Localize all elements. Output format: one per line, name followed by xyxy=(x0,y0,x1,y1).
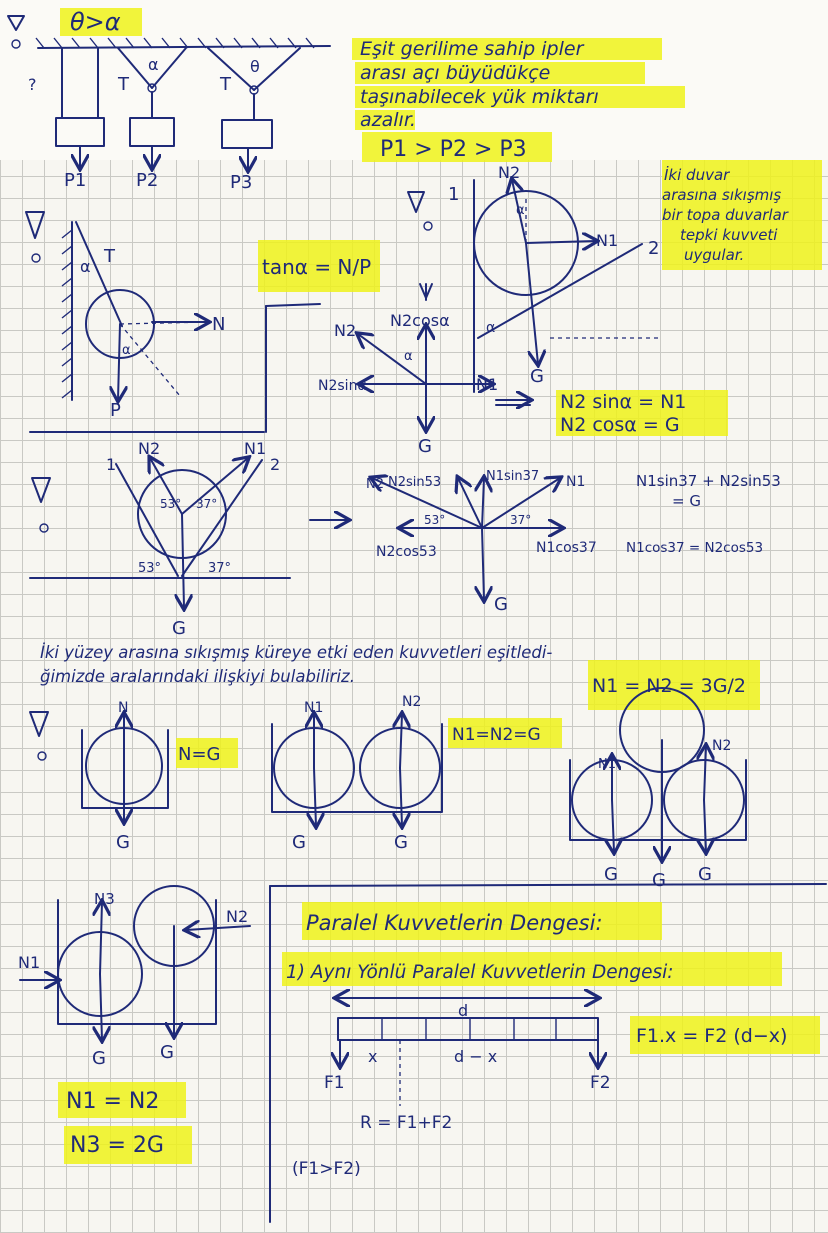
v-n1: N1 xyxy=(244,439,267,458)
c2-n1: N1 xyxy=(304,700,324,716)
tension-t-right: T xyxy=(220,74,231,95)
formula-tan-alpha: tanα = N/P xyxy=(262,255,372,279)
right-label-2: 2 xyxy=(648,238,660,259)
angle-alpha: α xyxy=(148,55,159,74)
pf-d-minus-x: d − x xyxy=(454,1047,498,1066)
tb-n3: N3 xyxy=(94,890,115,908)
c2-g1: G xyxy=(292,832,306,853)
down-triangle-circle-icon xyxy=(26,212,44,262)
wall-note-1: İki duvar xyxy=(664,166,730,184)
right-alpha-2: α xyxy=(486,320,496,336)
label-alpha-small: α xyxy=(122,343,131,358)
pf-f2: F2 xyxy=(590,1073,611,1093)
note-line-3: taşınabilecek yük miktarı xyxy=(360,86,599,108)
tb-g2: G xyxy=(160,1042,174,1063)
pf-r: R = F1+F2 xyxy=(360,1113,453,1133)
tb-n2: N2 xyxy=(226,907,249,926)
note-line-4: azalır. xyxy=(360,109,416,131)
pf-subtitle: 1) Aynı Yönlü Paralel Kuvvetlerin Dengesi: xyxy=(286,962,674,983)
load-p3: P3 xyxy=(230,172,253,193)
c3-g2: G xyxy=(652,870,666,891)
v-angle-53: 53° xyxy=(160,497,182,511)
note-line-2: arası açı büyüdükçe xyxy=(360,62,551,84)
v-angle-37: 37° xyxy=(196,497,218,511)
load-inequality: P1 > P2 > P3 xyxy=(380,137,527,162)
label-tension-t: T xyxy=(104,246,115,267)
right-label-1: 1 xyxy=(448,184,460,205)
vc-n1cos: N1cos37 xyxy=(536,540,597,556)
three-ball-eq: N1 = N2 = 3G/2 xyxy=(592,675,746,697)
right-alpha: α xyxy=(516,203,525,218)
wall-eq-1: N2 sinα = N1 xyxy=(560,391,687,413)
wall-note-3: bir topa duvarlar xyxy=(662,206,788,224)
vc-n2cos: N2cos53 xyxy=(376,544,437,560)
comp-g: G xyxy=(418,436,432,457)
v-eq-1b: = G xyxy=(672,492,701,510)
tb-g1: G xyxy=(92,1048,106,1069)
tb-n1: N1 xyxy=(18,953,41,972)
section-ball-wall xyxy=(26,163,789,457)
comp-n2: N2 xyxy=(334,321,357,340)
section-v-groove xyxy=(30,439,781,639)
title-theta-alpha: θ>α xyxy=(70,8,121,36)
squeeze-note-1: İki yüzey arasına sıkışmış küreye etki eden kuvvetleri eşitledi- xyxy=(40,643,553,662)
v-angle-37b: 37° xyxy=(208,561,232,576)
vc-angle-53: 53° xyxy=(424,513,446,527)
vc-g: G xyxy=(494,594,508,615)
c2-g2: G xyxy=(394,832,408,853)
note-line-1: Eşit gerilime sahip ipler xyxy=(360,38,584,60)
comp-alpha: α xyxy=(404,349,413,364)
label-alpha: α xyxy=(80,257,91,276)
angle-theta: θ xyxy=(250,57,260,76)
section-container-balls xyxy=(30,643,746,891)
c1-g: G xyxy=(116,832,130,853)
c3-n1: N1 xyxy=(598,757,616,772)
right-n1: N1 xyxy=(596,231,619,250)
down-triangle-circle-icon xyxy=(30,712,48,760)
right-n2: N2 xyxy=(498,163,521,182)
comp-n1: N1 xyxy=(476,375,499,394)
right-g: G xyxy=(530,366,544,387)
v-label-2: 2 xyxy=(270,455,281,474)
tension-t-left: T xyxy=(118,74,129,95)
down-triangle-circle-icon xyxy=(408,192,432,230)
v-n2: N2 xyxy=(138,439,161,458)
pf-eq: F1.x = F2 (d−x) xyxy=(636,1025,788,1047)
squeeze-note-2: ğimizde aralarındaki ilişkiyi bulabiliriz. xyxy=(40,667,355,686)
pf-d: d xyxy=(458,1001,469,1020)
vc-angle-37: 37° xyxy=(510,513,532,527)
v-eq-1a: N1sin37 + N2sin53 xyxy=(636,472,781,490)
vc-n1sin: N1sin37 xyxy=(486,469,540,484)
c1-n: N xyxy=(118,700,129,716)
comp-n2sin: N2sinα xyxy=(318,378,367,394)
label-weight-p: P xyxy=(110,400,121,421)
vc-n2: N2 xyxy=(366,477,384,492)
c2-eq: N1=N2=G xyxy=(452,725,541,745)
v-eq-2: N1cos37 = N2cos53 xyxy=(626,540,764,556)
pf-x: x xyxy=(368,1047,378,1066)
rope-label-left: ? xyxy=(28,75,37,94)
comp-n2cos: N2cosα xyxy=(390,311,450,330)
vc-n1: N1 xyxy=(566,474,586,490)
c3-n2: N2 xyxy=(712,738,732,754)
v-angle-53b: 53° xyxy=(138,561,162,576)
tb-eq-2: N3 = 2G xyxy=(70,1133,164,1158)
down-triangle-circle-icon xyxy=(32,478,50,532)
v-g: G xyxy=(172,618,186,639)
pf-f1: F1 xyxy=(324,1073,345,1093)
c3-g1: G xyxy=(604,864,618,885)
c2-n2: N2 xyxy=(402,694,422,710)
pf-cond: (F1>F2) xyxy=(292,1159,361,1179)
wall-note-4: tepki kuvveti xyxy=(680,226,778,244)
v-label-1: 1 xyxy=(106,455,117,474)
pf-title: Paralel Kuvvetlerin Dengesi: xyxy=(306,911,603,935)
load-p2: P2 xyxy=(136,170,159,191)
c3-g3: G xyxy=(698,864,712,885)
wall-note-5: uygular. xyxy=(684,246,745,264)
vc-n2sin: N2sin53 xyxy=(388,475,442,490)
load-p1: P1 xyxy=(64,170,87,191)
wall-eq-2: N2 cosα = G xyxy=(560,414,680,436)
down-triangle-circle-icon xyxy=(8,16,24,48)
tb-eq-1: N1 = N2 xyxy=(66,1089,160,1114)
wall-note-2: arasına sıkışmış xyxy=(662,186,782,204)
c1-eq: N=G xyxy=(178,744,221,765)
label-normal-n: N xyxy=(212,314,226,335)
